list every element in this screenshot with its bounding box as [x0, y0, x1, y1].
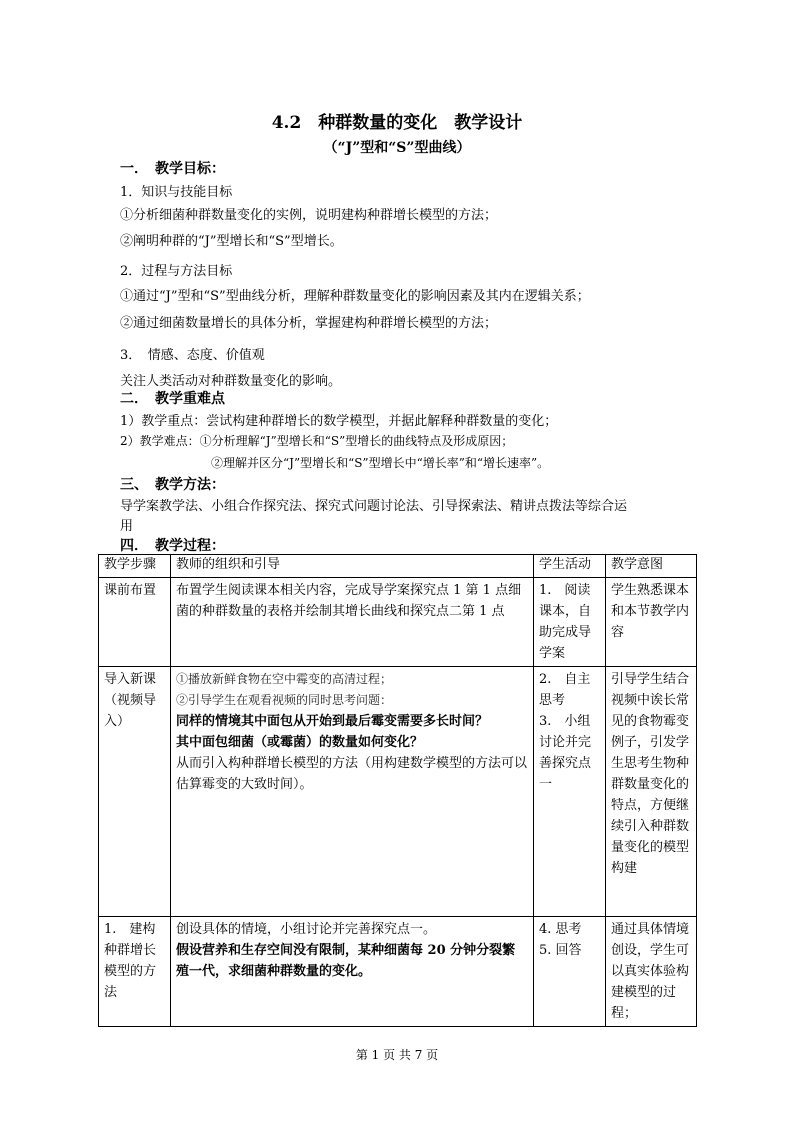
- row1-student: 1. 阅读课本，自助完成导学案: [534, 578, 606, 667]
- section4-heading: 四． 教学过程：: [120, 538, 225, 554]
- row2-student: [534, 667, 606, 917]
- document-subtitle: （“J”型和“S”型曲线）: [323, 140, 471, 156]
- goal1-item-1: ①分析细菌种群数量变化的实例，说明建构种群增长模型的方法；: [120, 208, 498, 223]
- document-title: 4.2 种群数量的变化 教学设计: [271, 113, 523, 133]
- header-student: 学生活动: [534, 555, 606, 578]
- row2-intent: 引导学生结合视频中诶长常见的食物霉变例子，引发学生思考生物种群数量变化的特点，方便继续引入种群数量变化的模型构建: [606, 667, 697, 917]
- goal3-item-1: 关注人类活动对种群数量变化的影响。: [120, 374, 342, 389]
- header-intent: 教学意图: [606, 555, 697, 578]
- goal2-title: 2．过程与方法目标: [120, 264, 233, 279]
- row3-intent: 通过具体情境创设，学生可以真实体验构建模型的过程；: [606, 917, 697, 1027]
- goal2-item-2: ②通过细菌数量增长的具体分析，掌握建构种群增长模型的方法；: [120, 316, 498, 331]
- row3-student: [534, 917, 606, 1027]
- row2-student-line-2: 3. 小组讨论并完善探究点一: [539, 714, 592, 792]
- section3-heading: 三、 教学方法：: [120, 477, 225, 493]
- page-footer: 第 1 页 共 7 页: [355, 1048, 439, 1062]
- row3-step: 1. 建构种群增长模型的方法: [99, 917, 171, 1027]
- section1-heading: 一． 教学目标：: [120, 161, 225, 177]
- table-row: [99, 667, 697, 917]
- row3-teacher-line-2: 假设营养和生存空间没有限制，某种细菌每 20 分钟分裂繁殖一代，求细菌种群数量的变化。: [176, 943, 516, 979]
- row2-teacher-line-1: ①播放新鲜食物在空中霉变的高清过程；: [176, 672, 393, 686]
- row2-teacher-line-5: 从而引入构种群增长模型的方法（用构建数学模型的方法可以估算霉变的大致时间）。: [176, 756, 528, 792]
- difficulty-1: 2）教学难点：①分析理解“J”型增长和“S”型增长的曲线特点及形成原因；: [120, 434, 514, 448]
- row3-teacher: [171, 917, 534, 1027]
- row3-student-line-1: 4. 思考: [539, 922, 582, 937]
- row2-step: 导入新课（视频导入）: [99, 667, 171, 917]
- goal1-item-2: ②阐明种群的“J”型增长和“S”型增长。: [120, 234, 343, 249]
- table-row: [99, 917, 697, 1027]
- row1-teacher: 布置学生阅读课本相关内容，完成导学案探究点 1 第 1 点细菌的种群数量的表格并绘制其增长曲线和探究点二第 1 点: [171, 578, 534, 667]
- teaching-process-table: [98, 554, 697, 1027]
- row1-intent: 学生熟悉课本和本节教学内容: [606, 578, 697, 667]
- row2-teacher: [171, 667, 534, 917]
- section2-heading: 二． 教学重难点: [120, 391, 225, 407]
- methods-line-2: 用: [120, 519, 134, 534]
- row2-teacher-question-2: 其中面包细菌（或霉菌）的数量如何变化？: [176, 735, 424, 750]
- methods-line-1: 导学案教学法、小组合作探究法、探究式问题讨论法、引导探索法、精讲点拨法等综合运: [120, 499, 628, 514]
- header-step: 教学步骤: [99, 555, 171, 578]
- table-row: [99, 578, 697, 667]
- header-teacher: 教师的组织和引导: [171, 555, 534, 578]
- goal1-title: 1．知识与技能目标: [120, 185, 233, 200]
- row2-student-line-1: 2. 自主思考: [539, 672, 591, 708]
- table-header-row: [99, 555, 697, 578]
- key-point: 1）教学重点：尝试构建种群增长的数学模型，并据此解释种群数量的变化；: [120, 414, 558, 429]
- difficulty-2: ②理解并区分“J”型增长和“S”型增长中“增长率”和“增长速率”。: [211, 456, 550, 470]
- goal2-item-1: ①通过“J”型和“S”型曲线分析，理解种群数量变化的影响因素及其内在逻辑关系；: [120, 289, 590, 304]
- row3-student-line-2: 5. 回答: [539, 943, 582, 958]
- row2-teacher-line-2: ②引导学生在观看视频的同时思考问题：: [176, 693, 393, 707]
- row1-step: 课前布置: [99, 578, 171, 667]
- row2-teacher-question-1: 同样的情境其中面包从开始到最后霉变需要多长时间？: [176, 714, 489, 729]
- goal3-title: 3． 情感、态度、价值观: [120, 348, 265, 363]
- row3-teacher-line-1: 创设具体的情境，小组讨论并完善探究点一。: [176, 922, 437, 937]
